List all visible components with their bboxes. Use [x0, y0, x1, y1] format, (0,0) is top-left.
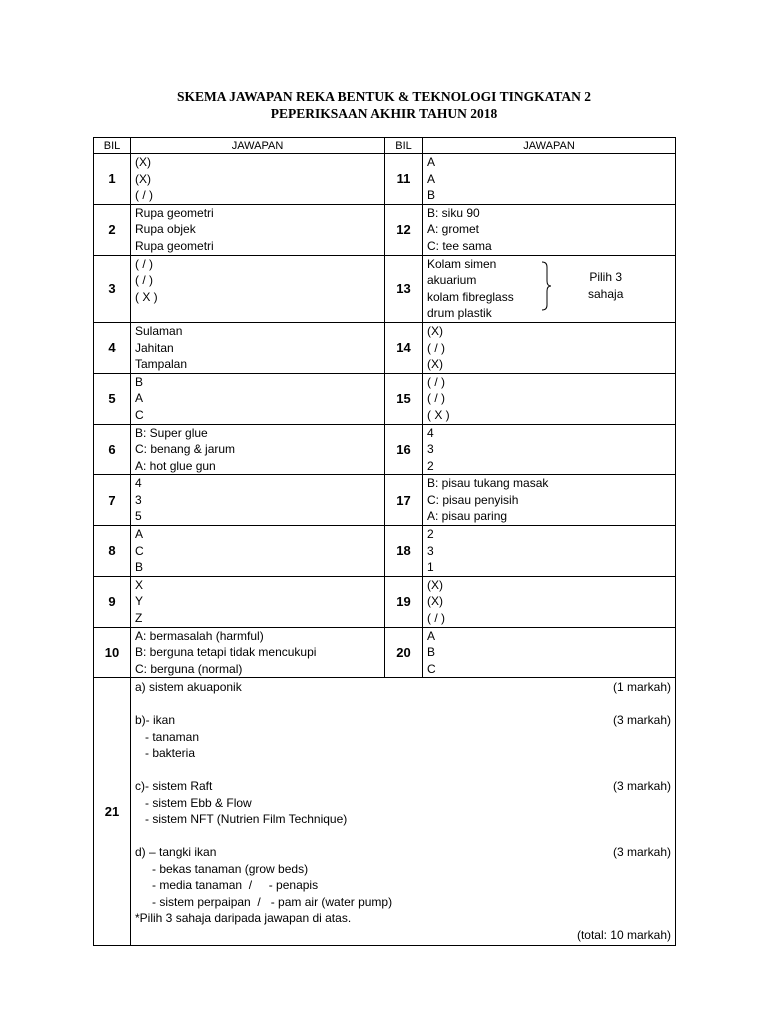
answer-line: C: benang & jarum [135, 442, 236, 457]
answer-cell [131, 322, 385, 373]
answer-cell [131, 373, 385, 424]
answer-line: 4 [427, 425, 434, 440]
answer-cell [131, 627, 385, 678]
table-row [94, 424, 676, 475]
answer-line: B [135, 560, 144, 575]
choice-note [588, 269, 623, 303]
answer-cell [423, 322, 676, 373]
answer-line: Rupa objek [135, 222, 196, 237]
table-row [94, 576, 676, 627]
answer-line: Jahitan [135, 340, 174, 355]
answer-line: Z [135, 611, 143, 626]
answer-cell [423, 204, 676, 255]
table-row [94, 373, 676, 424]
q21-part-d-item: - media tanaman / - penapis [152, 878, 319, 893]
bil-number: 19 [385, 576, 423, 627]
answer-line: Rupa geometri [135, 238, 214, 253]
answer-line: ( / ) [135, 256, 153, 271]
bil-number: 11 [385, 154, 423, 205]
bil-number: 8 [94, 526, 131, 577]
q21-total: (total: 10 markah) [576, 927, 671, 942]
answer-cell [423, 154, 676, 205]
answer-line: (X) [135, 155, 151, 169]
answer-line: 5 [135, 509, 142, 524]
answer-line: ( X ) [135, 289, 158, 304]
answer-cell [131, 475, 385, 526]
answer-line: B [427, 645, 436, 660]
answer-line: B: pisau tukang masak [427, 476, 549, 491]
table-header-row [94, 138, 676, 154]
q21-part-d [135, 844, 671, 861]
answer-line: ( / ) [427, 391, 445, 406]
answer-table [93, 137, 676, 946]
answer-cell [131, 204, 385, 255]
bil-number: 2 [94, 204, 131, 255]
q21-note: *Pilih 3 sahaja daripada jawapan di atas. [135, 911, 352, 926]
q21-part-b-item: - bakteria [145, 746, 196, 761]
answer-cell [423, 627, 676, 678]
answer-line: ( / ) [135, 188, 153, 203]
bil-number: 12 [385, 204, 423, 255]
answer-line: 3 [427, 442, 434, 457]
curly-brace-icon [541, 261, 551, 311]
table-row [94, 627, 676, 678]
answer-cell [131, 255, 385, 322]
answer-line: 4 [135, 476, 142, 491]
q21-part-d-mark: (3 markah) [612, 845, 671, 860]
answer-line: A [427, 171, 436, 186]
answer-line: (X) [427, 357, 443, 372]
q21-part-d-item: - sistem perpaipan / - pam air (water pump) [152, 894, 393, 909]
bil-number: 4 [94, 322, 131, 373]
answer-line: B: siku 90 [427, 205, 480, 220]
answer-line: X [135, 577, 144, 592]
header-jawapan-left: JAWAPAN [131, 138, 385, 154]
bil-number: 15 [385, 373, 423, 424]
document-title-line-1: SKEMA JAWAPAN REKA BENTUK & TEKNOLOGI TINGKATAN 2 [177, 89, 591, 104]
answer-cell [423, 255, 676, 322]
answer-line: A: gromet [427, 222, 480, 237]
answer-line: B [135, 374, 144, 389]
table-row [94, 475, 676, 526]
answer-line: A [427, 628, 436, 643]
q21-part-a-text: a) sistem akuaponik [135, 680, 242, 695]
answer-line: (X) [427, 323, 443, 338]
bil-number: 3 [94, 255, 131, 322]
q21-part-b-text: b)- ikan [135, 713, 176, 728]
answer-line: kolam fibreglass [427, 289, 514, 304]
header-jawapan-right: JAWAPAN [423, 138, 676, 154]
bil-number: 10 [94, 627, 131, 678]
bil-number: 9 [94, 576, 131, 627]
q21-part-a-mark: (1 markah) [612, 680, 671, 695]
answer-cell [131, 154, 385, 205]
answer-line: A: pisau paring [427, 509, 508, 524]
q21-part-b [135, 712, 671, 729]
answer-line: C [135, 407, 144, 422]
answer-cell [423, 475, 676, 526]
answer-line: Tampalan [135, 357, 188, 372]
answer-line: C [427, 661, 436, 676]
q21-part-d-text: d) – tangki ikan [135, 845, 217, 860]
bil-number: 5 [94, 373, 131, 424]
answer-line: 1 [427, 560, 434, 575]
bil-number: 21 [94, 678, 131, 946]
q21-answer-cell [131, 678, 676, 946]
answer-line: C: berguna (normal) [135, 661, 243, 676]
answer-line: (X) [135, 171, 151, 186]
answer-line: 2 [427, 527, 434, 542]
answer-line: Sulaman [135, 323, 183, 338]
table-row [94, 322, 676, 373]
bil-number: 16 [385, 424, 423, 475]
header-bil-right: BIL [385, 138, 423, 154]
answer-line: B: Super glue [135, 425, 208, 440]
table-row-q21 [94, 678, 676, 946]
bil-number: 6 [94, 424, 131, 475]
q21-part-b-item: - tanaman [145, 729, 200, 744]
table-row [94, 255, 676, 322]
table-row [94, 526, 676, 577]
bil-number: 7 [94, 475, 131, 526]
q21-part-c [135, 778, 671, 795]
answer-cell [423, 424, 676, 475]
answer-line: A [135, 391, 144, 406]
bil-number: 17 [385, 475, 423, 526]
q21-part-c-mark: (3 markah) [612, 779, 671, 794]
answer-line: ( / ) [427, 611, 445, 626]
answer-cell [423, 373, 676, 424]
answer-line: Kolam simen [427, 256, 497, 271]
answer-line: C [135, 543, 144, 558]
q21-part-b-mark: (3 markah) [612, 713, 671, 728]
choice-note-line: sahaja [588, 286, 624, 301]
answer-line: A: bermasalah (harmful) [135, 628, 264, 643]
answer-line: Rupa geometri [135, 205, 214, 220]
table-row [94, 204, 676, 255]
answer-line: 3 [135, 492, 142, 507]
answer-line: 2 [427, 458, 434, 473]
bil-number: 18 [385, 526, 423, 577]
bil-number: 13 [385, 255, 423, 322]
answer-cell [131, 526, 385, 577]
answer-line: drum plastik [427, 306, 492, 321]
answer-line: A [135, 527, 144, 542]
answer-line: akuarium [427, 273, 477, 288]
answer-line: B: berguna tetapi tidak mencukupi [135, 645, 317, 660]
answer-line: ( / ) [427, 340, 445, 355]
answer-line: 3 [427, 543, 434, 558]
q21-part-c-item: - sistem NFT (Nutrien Film Technique) [145, 812, 348, 827]
table-row [94, 154, 676, 205]
answer-line: (X) [427, 577, 443, 592]
answer-line: A: hot glue gun [135, 458, 216, 473]
answer-line: B [427, 188, 436, 203]
answer-line: ( / ) [135, 273, 153, 288]
answer-line: ( / ) [427, 374, 445, 389]
q21-part-d-item: - bekas tanaman (grow beds) [152, 861, 309, 876]
bil-number: 20 [385, 627, 423, 678]
q21-part-a [135, 679, 671, 696]
header-bil-left: BIL [94, 138, 131, 154]
answer-cell [131, 424, 385, 475]
answer-cell [131, 576, 385, 627]
answer-line: C: pisau penyisih [427, 492, 519, 507]
bil-number: 14 [385, 322, 423, 373]
bil-number: 1 [94, 154, 131, 205]
answer-line: A [427, 155, 436, 169]
answer-line: ( X ) [427, 407, 450, 422]
answer-line: C: tee sama [427, 238, 492, 253]
answer-cell [423, 526, 676, 577]
answer-line: Y [135, 594, 144, 609]
choice-note-line: Pilih 3 [589, 269, 623, 284]
document-title-line-2: PEPERIKSAAN AKHIR TAHUN 2018 [270, 106, 498, 121]
q21-part-c-text: c)- sistem Raft [135, 779, 213, 794]
q21-part-c-item: - sistem Ebb & Flow [145, 795, 252, 810]
answer-cell [423, 576, 676, 627]
answer-line: (X) [427, 594, 443, 609]
